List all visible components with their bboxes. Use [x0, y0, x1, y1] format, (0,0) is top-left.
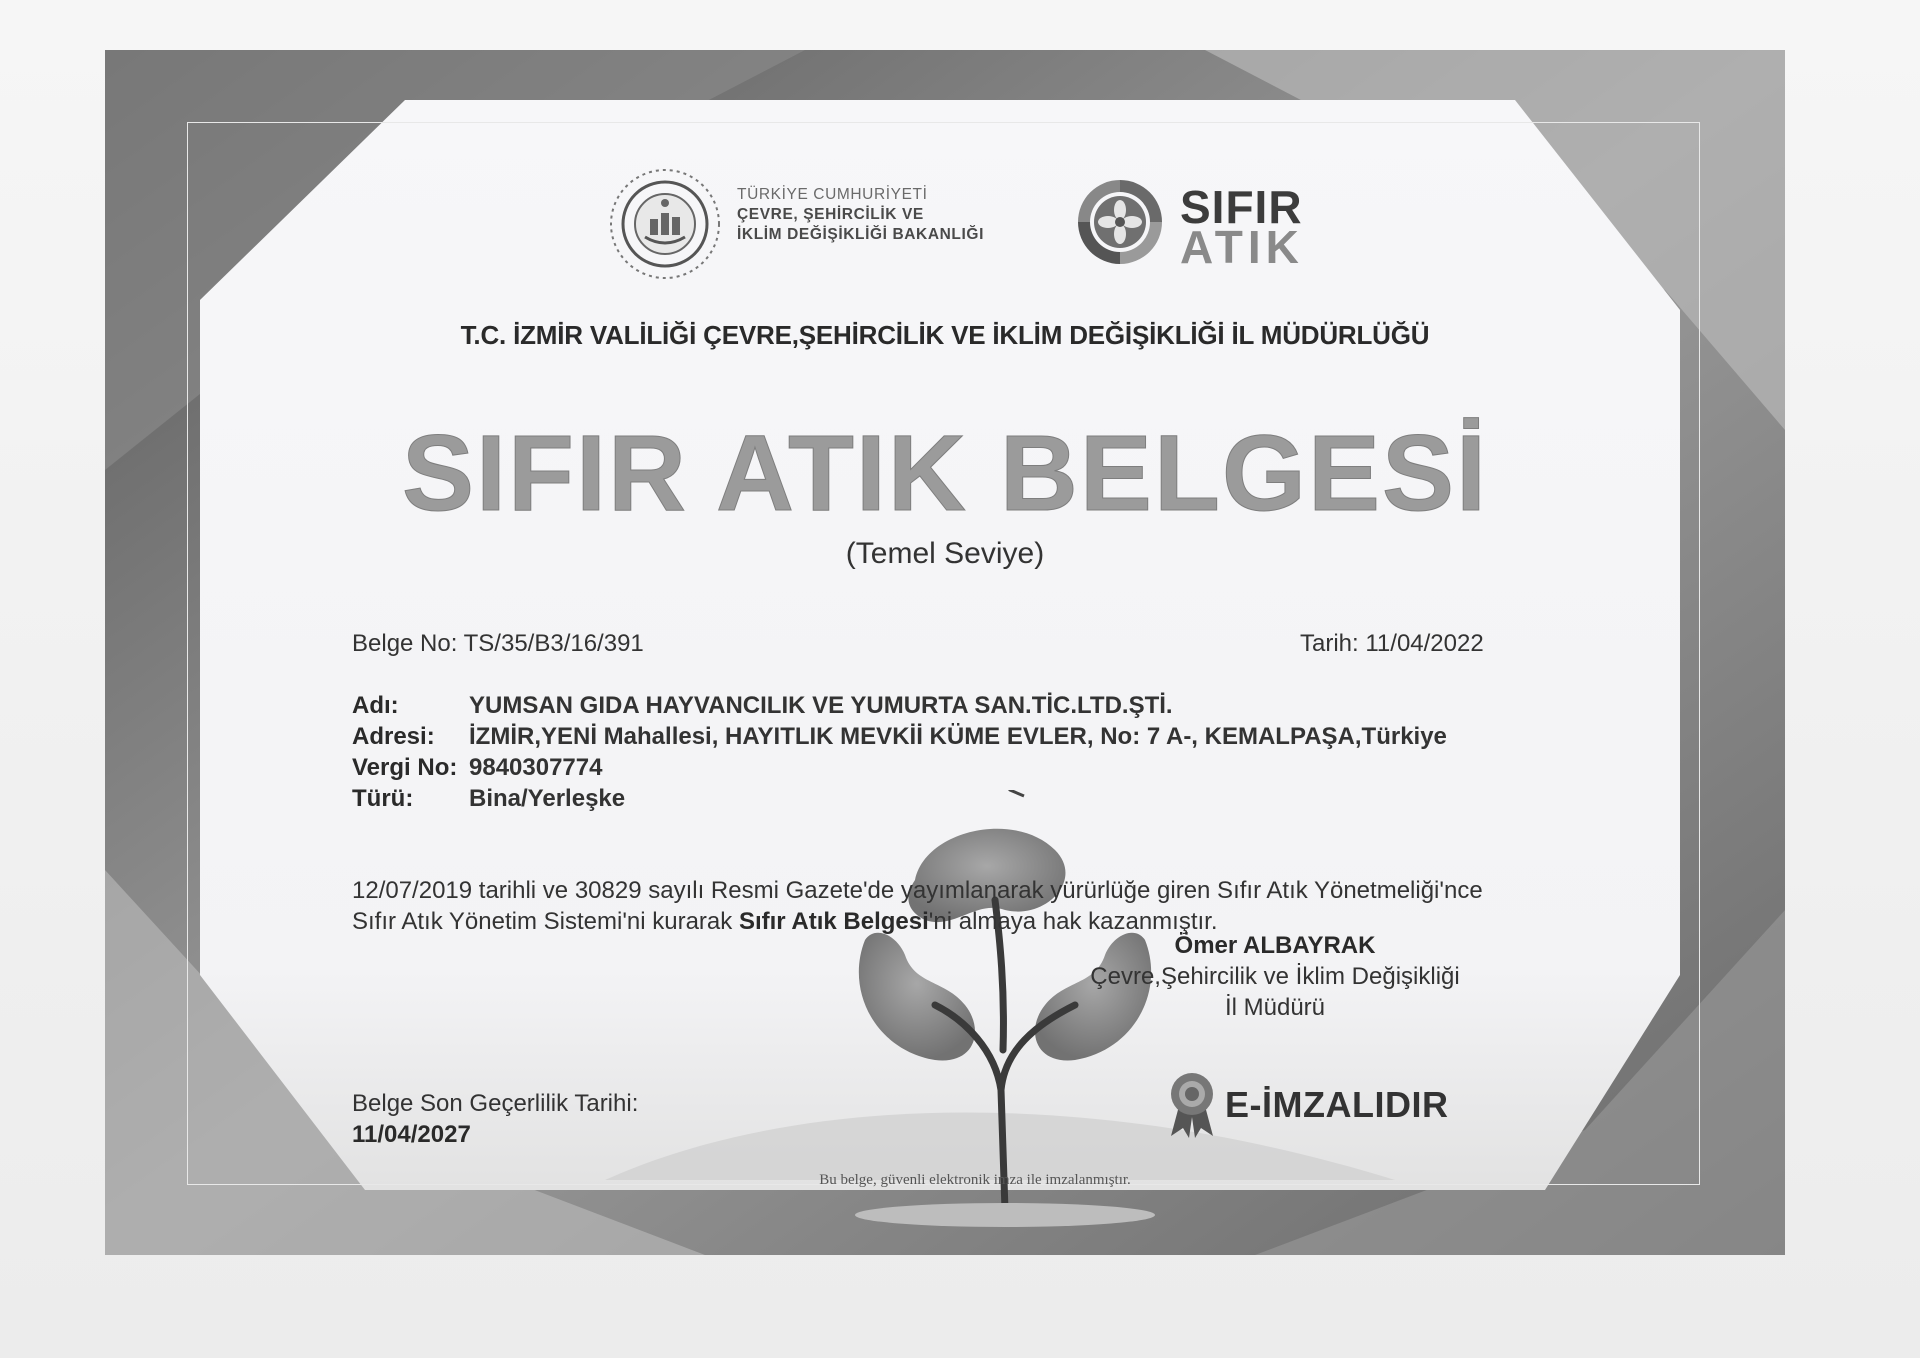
signer-title-line-1: Çevre,Şehircilik ve İklim Değişikliği [1090, 963, 1460, 990]
certification-statement [352, 875, 1532, 937]
validity-date: 11/04/2027 [352, 1121, 471, 1148]
field-label: Adı: [352, 692, 399, 719]
signer-block [1065, 930, 1485, 1023]
sifir-atik-logo-icon [1070, 172, 1170, 272]
footnote: Bu belge, güvenli elektronik imza ile imzalanmıştır. [819, 1172, 1131, 1188]
e-signature-mark [1165, 1070, 1448, 1140]
ministry-name [737, 185, 984, 245]
ministry-line-3: İKLİM DEĞİŞİKLİĞİ BAKANLIĞI [737, 226, 984, 243]
field-value: 9840307774 [469, 754, 603, 781]
certificate-level: (Temel Seviye) [845, 537, 1045, 570]
certificate-title: SIFIR ATIK BELGESİ [401, 412, 1489, 533]
sifir-logo-word-1: SIFIR [1180, 181, 1303, 233]
signer-title-line-2: İl Müdürü [1224, 994, 1326, 1021]
document-number: Belge No: TS/35/B3/16/391 [352, 630, 644, 657]
field-row-tax-no [352, 752, 1447, 783]
ministry-emblem-icon [608, 167, 723, 282]
e-signature-label: E-İMZALIDIR [1225, 1084, 1449, 1125]
statement-text-2: 'ni almaya hak kazanmıştır. [928, 908, 1218, 935]
validity-label: Belge Son Geçerlilik Tarihi: [352, 1090, 639, 1117]
issue-date: Tarih: 11/04/2022 [1300, 630, 1484, 657]
field-label: Adresi: [352, 723, 435, 750]
field-row-address [352, 721, 1447, 752]
field-row-type [352, 783, 1447, 814]
field-row-name [352, 690, 1447, 721]
statement-text-1: 12/07/2019 tarihli ve 30829 sayılı Resmi Gazete'de yayımlanarak yürürlüğe giren Sıfır Atık Yönetmeliği'nce Sıfır Atık Yönetim Sistemi'ni kurarak [352, 877, 1483, 935]
award-badge-icon [1165, 1070, 1219, 1140]
sifir-logo-word-2: ATIK [1180, 221, 1304, 273]
field-value: Bina/Yerleşke [469, 785, 626, 812]
field-label: Türü: [352, 785, 414, 812]
directorate-heading: T.C. İZMİR VALİLİĞİ ÇEVRE,ŞEHİRCİLİK VE İKLİM DEĞİŞİKLİĞİ İL MÜDÜRLÜĞÜ [460, 320, 1430, 350]
statement-bold: Sıfır Atık Belgesi [738, 908, 929, 935]
ministry-line-2: ÇEVRE, ŞEHİRCİLİK VE [737, 206, 924, 223]
field-label: Vergi No: [352, 754, 458, 781]
field-value: YUMSAN GIDA HAYVANCILIK VE YUMURTA SAN.TİC.LTD.ŞTİ. [469, 692, 1173, 719]
field-value: İZMİR,YENİ Mahallesi, HAYITLIK MEVKİİ KÜME EVLER, No: 7 A-, KEMALPAŞA,Türkiye [469, 723, 1447, 750]
holder-fields [352, 690, 1447, 814]
signer-name: Ömer ALBAYRAK [1174, 932, 1376, 959]
ministry-line-1: TÜRKİYE CUMHURİYETİ [737, 186, 928, 203]
validity-block [352, 1088, 638, 1150]
certificate-frame [105, 50, 1785, 1255]
